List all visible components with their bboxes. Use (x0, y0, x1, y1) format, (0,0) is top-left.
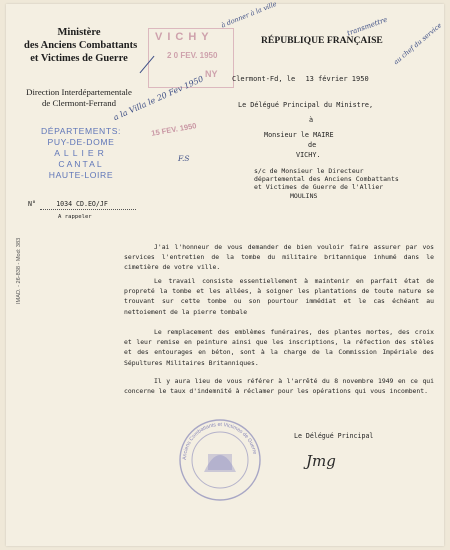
direction-line-1: Direction Interdépartementale (26, 87, 132, 97)
addressee-of: de (308, 141, 317, 149)
departments-label: DÉPARTEMENTS: (40, 126, 122, 136)
via-line-3: et Victimes de Guerre de l'Allier (254, 183, 384, 192)
addressee-title: Monsieur le MAIRE (264, 131, 334, 139)
body-paragraph-1 (124, 242, 434, 273)
handwritten-top-right-note: transmettre (346, 15, 389, 38)
body-paragraph-2-text: Le travail consiste essentiellement à maintenir en parfait état de propreté la tombe et les allées, à soigner les plantations de toute nature se trouvant sur cette tombe ou son pourtour immédiat et le cas échéant au nettoiement de la pierre tombale (124, 277, 434, 316)
body-paragraph-2 (124, 276, 434, 317)
sender-line: Le Délégué Principal du Ministre, (238, 101, 374, 109)
official-seal (176, 416, 264, 504)
handwritten-top-note: à donner à la ville (220, 0, 278, 30)
letter-page (6, 0, 444, 546)
reference-prefix: N° (28, 200, 36, 208)
via-line-4: MOULINS (290, 191, 318, 200)
ministry-heading (24, 26, 138, 65)
ministry-line-1: Ministère (57, 27, 101, 38)
reference-number (28, 200, 108, 208)
dept-allier: ALLIER (54, 148, 108, 158)
ministry-line-3: et Victimes de Guerre (30, 53, 128, 64)
reference-value: 1034 CD.EO/JF (56, 200, 108, 208)
body-paragraph-3-text: Le remplacement des emblèmes funéraires, des plantes mortes, des croix et leur remise en peinture ainsi que les inscriptions, la réfection des stèles et des entourages en béton, sont à la charge de la Commission Impériale des Sépultures Militaires Britanniques. (124, 328, 434, 367)
received-stamp-letters: VICHY (155, 31, 214, 43)
signature-title: Le Délégué Principal (294, 432, 374, 440)
body-paragraph-3 (124, 327, 434, 368)
dept-cantal: CANTAL (58, 159, 104, 169)
handwritten-corner-note: au chef du service (392, 21, 444, 67)
place-city: Clermont-Fd, le (232, 75, 296, 83)
received-stamp-abbrev: NY (205, 69, 218, 79)
date-stamp-red: 15 FEV. 1950 (150, 121, 198, 138)
dept-puy-de-dome: PUY-DE-DOME (47, 137, 115, 147)
addressee-city: VICHY. (296, 151, 321, 159)
handwritten-initials: F.S (178, 154, 190, 163)
signature-mark: Jmg (306, 452, 336, 470)
handwritten-left-note: a la Villa le 20 Fev 1950 (112, 74, 205, 123)
reference-dotted-line (40, 209, 136, 210)
via-line-2: départemental des Anciens Combattants (254, 175, 399, 184)
departments-stamp (28, 126, 134, 181)
direction-heading (14, 87, 144, 109)
republic-heading: RÉPUBLIQUE FRANÇAISE (261, 35, 383, 46)
received-stamp-date: 2 0 FEV. 1950 (167, 51, 218, 60)
via-block (254, 167, 399, 200)
body-paragraph-4-text: Il y aura lieu de vous référer à l'arrêté du 8 novembre 1949 en ce qui concerne le taux d'indemnité à réclamer pour les opérations qui vous incombent. (124, 377, 434, 396)
via-line-1: s/c de Monsieur le Directeur (254, 167, 364, 175)
dept-haute-loire: HAUTE-LOIRE (48, 170, 114, 180)
body-paragraph-1-text: J'ai l'honneur de vous demander de bien vouloir faire assurer par vos services l'entretien de la tombe du militaire britannique inhumé dans le cimetière de votre ville. (124, 243, 434, 272)
ministry-line-2: des Anciens Combattants (24, 40, 138, 51)
direction-line-2: de Clermont-Ferrand (41, 98, 117, 108)
seal-ring-path: Anciens Combattants et Victimes de Guerre (181, 421, 258, 461)
side-form-code: IMAD. - 26-838 - Mod: 383 (16, 237, 22, 304)
addressee-to: à (309, 116, 314, 124)
letter-date: 13 février 1950 (305, 75, 369, 83)
body-paragraph-4 (124, 376, 434, 396)
place-date (232, 75, 369, 83)
reference-note: A rappeler (58, 214, 92, 220)
